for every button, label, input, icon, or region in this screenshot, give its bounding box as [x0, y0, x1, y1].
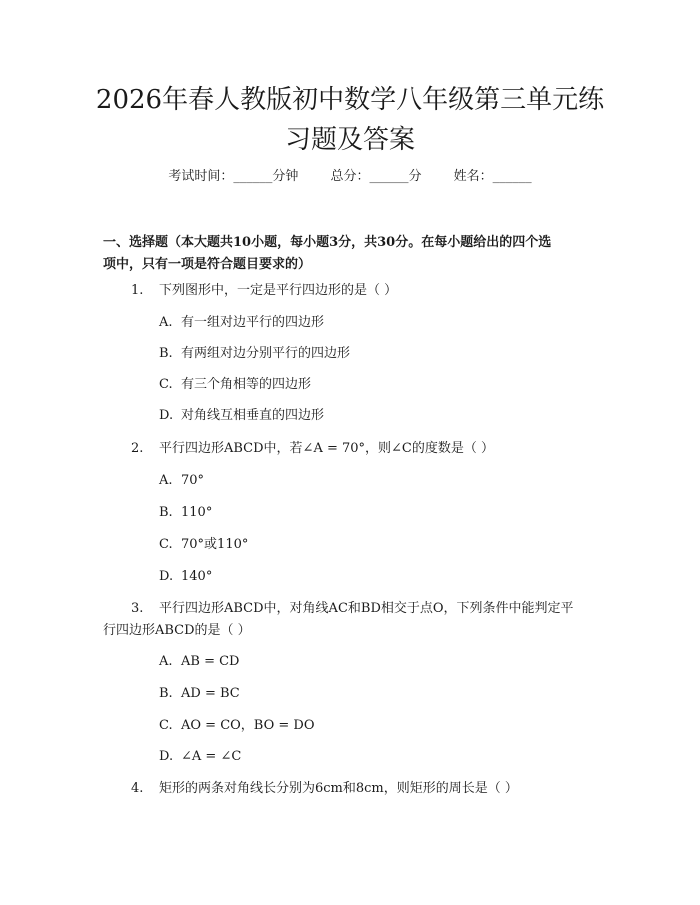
question-2-option-c: [159, 534, 248, 556]
option-letter: A.: [159, 473, 173, 488]
option-text: 70°: [181, 473, 205, 488]
section-heading-line-2: 项中，只有一项是符合题目要求的）: [103, 257, 312, 272]
question-text: 平行四边形ABCD中，对角线AC和BD相交于点O，下列条件中能判定平: [159, 601, 574, 616]
title-line-2: 习题及答案: [284, 125, 415, 155]
option-text: 有两组对边分别平行的四边形: [181, 346, 351, 361]
option-text: 对角线互相垂直的四边形: [181, 408, 325, 423]
question-text: 下列图形中，一定是平行四边形的是（ ）: [159, 283, 398, 298]
option-text: 140°: [181, 569, 213, 584]
section-heading-line-1: 一、选择题（本大题共10小题，每小题3分，共30分。在每小题给出的四个选: [103, 235, 552, 250]
option-text: AD = BC: [181, 686, 240, 701]
option-letter: C.: [159, 377, 173, 392]
option-text: AO = CO，BO = DO: [181, 718, 315, 733]
question-4: [131, 778, 591, 800]
total-score: 总分：______分: [330, 169, 422, 184]
question-number: 3.: [131, 601, 144, 616]
option-letter: C.: [159, 537, 173, 552]
option-text: ∠A = ∠C: [181, 749, 242, 764]
option-letter: B.: [159, 686, 173, 701]
question-1-option-a: [159, 312, 324, 334]
option-letter: B.: [159, 346, 173, 361]
option-text: 110°: [181, 505, 213, 520]
question-1: [131, 280, 591, 302]
question-2-option-a: [159, 470, 204, 492]
question-3-option-c: [159, 715, 315, 737]
option-letter: A.: [159, 315, 173, 330]
option-text: 有三个角相等的四边形: [181, 377, 312, 392]
option-letter: D.: [159, 569, 174, 584]
question-number: 2.: [131, 441, 144, 456]
option-text: 70°或110°: [181, 537, 249, 552]
option-text: AB = CD: [181, 654, 240, 669]
question-1-option-c: [159, 374, 311, 396]
title-line-1: 2026年春人教版初中数学八年级第三单元练: [95, 85, 605, 115]
question-1-option-d: [159, 405, 324, 427]
question-1-option-b: [159, 343, 350, 365]
question-3-option-a: [159, 651, 239, 673]
option-letter: D.: [159, 749, 174, 764]
document-title: [0, 80, 700, 160]
question-3-option-b: [159, 683, 240, 705]
exam-time: 考试时间：______分钟: [168, 169, 299, 184]
question-2-option-b: [159, 502, 212, 524]
option-letter: C.: [159, 718, 173, 733]
question-3-option-d: [159, 746, 241, 768]
question-text-line-1: [131, 598, 591, 620]
section-heading: [103, 232, 603, 276]
question-3: [103, 598, 591, 642]
question-number: 1.: [131, 283, 144, 298]
option-text: 有一组对边平行的四边形: [181, 315, 325, 330]
question-text: 平行四边形ABCD中，若∠A = 70°，则∠C的度数是（ ）: [159, 441, 495, 456]
student-name: 姓名：______: [453, 169, 532, 184]
question-2-option-d: [159, 566, 212, 588]
option-letter: A.: [159, 654, 173, 669]
question-2: [131, 438, 591, 460]
option-letter: B.: [159, 505, 173, 520]
question-text-line-2: 行四边形ABCD的是（ ）: [103, 623, 251, 638]
option-letter: D.: [159, 408, 174, 423]
question-number: 4.: [131, 781, 144, 796]
exam-info: [0, 166, 700, 188]
question-text: 矩形的两条对角线长分别为6cm和8cm，则矩形的周长是（ ）: [159, 781, 518, 796]
